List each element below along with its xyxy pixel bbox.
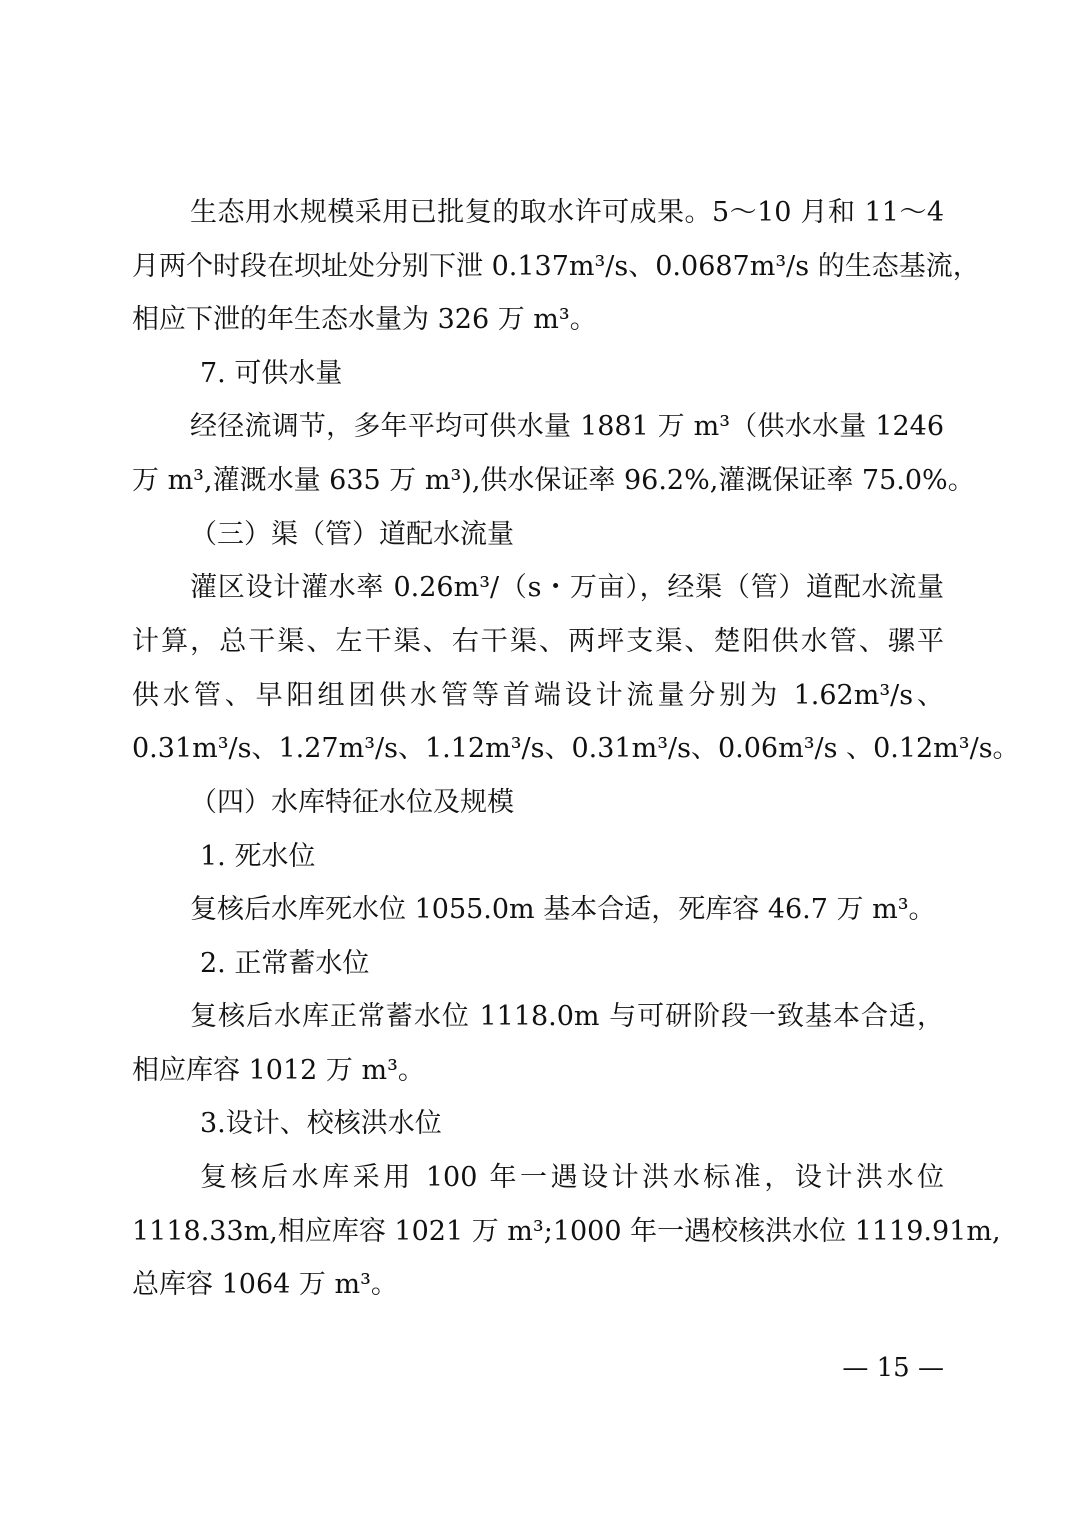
section-heading: 2. 正常蓄水位 bbox=[200, 948, 370, 979]
body-line: 复核后水库采用 100 年一遇设计洪水标准，设计洪水位 bbox=[200, 1162, 944, 1193]
body-line: 月两个时段在坝址处分别下泄 0.137m³/s、0.0687m³/s 的生态基流， bbox=[132, 251, 980, 282]
body-line: 1118.33m,相应库容 1021 万 m³;1000 年一遇校核洪水位 1119.91m, bbox=[132, 1216, 1001, 1247]
body-line: 总库容 1064 万 m³。 bbox=[132, 1269, 398, 1300]
body-line: 0.31m³/s、1.27m³/s、1.12m³/s、0.31m³/s、0.06m³/s 、0.12m³/s。 bbox=[132, 733, 1020, 764]
section-heading: 3.设计、校核洪水位 bbox=[200, 1108, 442, 1139]
body-line: 经径流调节，多年平均可供水量 1881 万 m³（供水水量 1246 bbox=[190, 411, 944, 442]
body-line: 复核后水库正常蓄水位 1118.0m 与可研阶段一致基本合适， bbox=[190, 1001, 944, 1032]
section-heading: （四）水库特征水位及规模 bbox=[190, 787, 514, 818]
body-line: 相应库容 1012 万 m³。 bbox=[132, 1055, 425, 1086]
body-line: 相应下泄的年生态水量为 326 万 m³。 bbox=[132, 304, 597, 335]
page-number: — 15 — bbox=[842, 1353, 944, 1383]
body-line: 灌区设计灌水率 0.26m³/（s・万亩），经渠（管）道配水流量 bbox=[190, 572, 944, 603]
section-heading: 7. 可供水量 bbox=[200, 358, 343, 389]
section-heading: （三）渠（管）道配水流量 bbox=[190, 519, 514, 550]
body-line: 计算，总干渠、左干渠、右干渠、两坪支渠、楚阳供水管、骡平 bbox=[132, 626, 944, 657]
body-line: 万 m³,灌溉水量 635 万 m³),供水保证率 96.2%,灌溉保证率 75.0%。 bbox=[132, 465, 975, 496]
section-heading: 1. 死水位 bbox=[200, 841, 316, 872]
body-line: 复核后水库死水位 1055.0m 基本合适，死库容 46.7 万 m³。 bbox=[190, 894, 936, 925]
body-line: 供水管、早阳组团供水管等首端设计流量分别为 1.62m³/s、 bbox=[132, 680, 944, 711]
body-line: 生态用水规模采用已批复的取水许可成果。5～10 月和 11～4 bbox=[190, 197, 944, 228]
